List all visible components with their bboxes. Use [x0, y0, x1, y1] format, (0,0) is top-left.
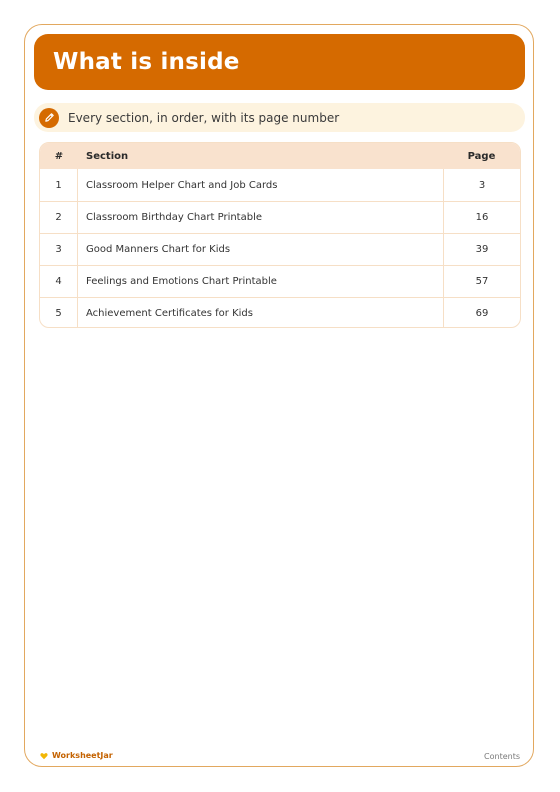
row-number: 5	[40, 298, 78, 328]
subtitle: Every section, in order, with its page number	[68, 110, 340, 125]
row-section: Classroom Helper Chart and Job Cards	[86, 179, 278, 191]
brand-name: WorksheetJar	[52, 751, 113, 760]
subtitle-bar	[34, 103, 525, 132]
row-page: 39	[443, 234, 520, 265]
heart-icon	[40, 752, 48, 760]
row-page: 57	[443, 266, 520, 297]
pencil-icon	[39, 108, 59, 128]
page-frame	[24, 24, 534, 767]
header-page: Page	[467, 150, 496, 162]
row-section: Achievement Certificates for Kids	[86, 308, 253, 319]
table-row	[40, 201, 520, 233]
table-row	[40, 265, 520, 297]
table-header	[40, 143, 520, 169]
row-page: 69	[443, 298, 520, 328]
row-page: 16	[443, 202, 520, 233]
table-row	[40, 169, 520, 201]
table-row	[40, 233, 520, 265]
contents-table	[39, 142, 521, 328]
header-section: Section	[86, 150, 129, 162]
row-number: 4	[40, 266, 78, 297]
row-section: Classroom Birthday Chart Printable	[86, 212, 263, 223]
footer-brand	[40, 751, 113, 760]
row-section: Feelings and Emotions Chart Printable	[86, 276, 277, 287]
footer-label: Contents	[484, 752, 520, 761]
row-page: 3	[443, 169, 520, 201]
header-number: #	[54, 150, 64, 162]
row-number: 2	[40, 202, 78, 233]
table-body	[40, 169, 520, 328]
table-row	[40, 297, 520, 328]
row-number: 3	[40, 234, 78, 265]
page-title: What is inside	[53, 49, 240, 75]
row-number: 1	[40, 169, 78, 201]
title-banner	[34, 34, 525, 90]
row-section: Good Manners Chart for Kids	[86, 244, 231, 255]
